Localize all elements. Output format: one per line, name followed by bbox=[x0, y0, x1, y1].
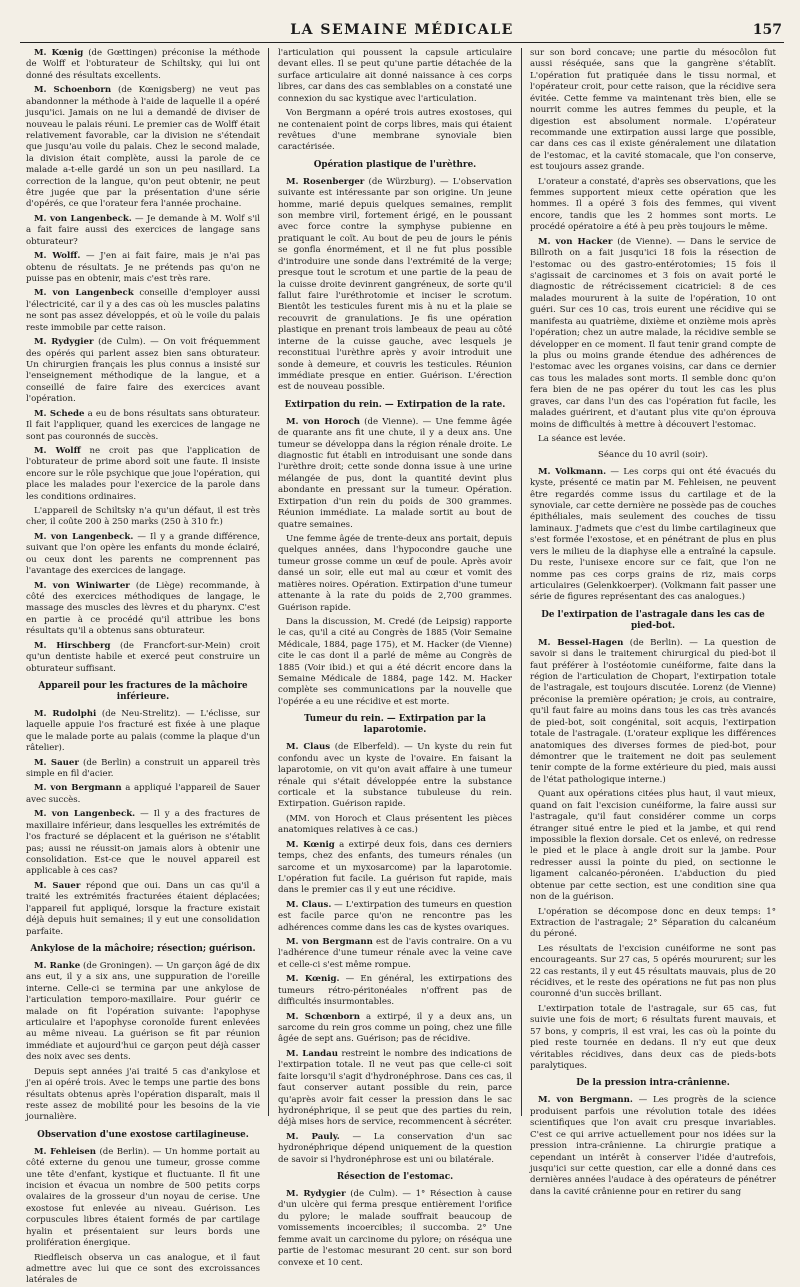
paragraph-text: (de Elberfeld). — Un kyste du rein fut confondu avec un kyste de l'ovaire. En faisant la laparotomie, on vit qu'on avait affaire à une tumeur rénale qui s'était développée entre la substance corticale et la substance tubuleuse du rein. Extirpation. Guérison rapide. bbox=[278, 742, 513, 810]
speaker-name: M. Schœnborn bbox=[286, 1011, 361, 1022]
paragraph bbox=[26, 409, 260, 443]
paragraph-text: L'extirpation totale de l'astragale, sur 65 cas, fut suivie une fois de mort; 6 résultats furent mauvais, et 57 bons, y compris, il est vrai, les cas où la pointe du pied reste tournée en dedans. Il n'y eut que deux véritables récidives, dans deux cas de pieds-bots paralytiques. bbox=[530, 1003, 776, 1071]
speaker-name: M. Landau bbox=[286, 1048, 338, 1059]
paragraph-text: restreint le nombre des indications de l'extirpation totale. Il ne veut pas que celle-ci soit faite lorsqu'il s'agit d'hydronéphrose. Dans ces cas, il faut conserver autant possible du rein, parce qu'après avoir fait cesser la pression dans le sac hydronéphrique, il se peut que des parties du rein, déjà mises hors de service, recommencent à sécréter. bbox=[278, 1048, 512, 1128]
paragraph-text: — Il y a des fractures de maxillaire inférieur, dans lesquelles les extrémités de l'os fracturé se déplacent et la guérison ne s'établit pas; aussi ne réussit-on jamais alors à obtenir une consolidation. Est-ce que le nouvel appareil est applicable à ces cas? bbox=[26, 809, 260, 877]
text-columns bbox=[20, 48, 784, 1286]
paragraph bbox=[26, 961, 260, 1064]
paragraph bbox=[26, 337, 260, 406]
paragraph bbox=[26, 1147, 260, 1250]
speaker-name: M. von Langenbeck. bbox=[34, 531, 134, 542]
paragraph-text: (de Culm). — 1° Résection à cause d'un ulcère qui ferma presque entièrement l'orifice du pylore; le malade souffrait beaucoup de vomissements incoercibles; il succomba. 2° Une femme avait un carcinome du pylore; on réséqua une partie de l'estomac mesurant 20 cent. sur son bord convexe et 10 cent. bbox=[278, 1189, 512, 1268]
section-heading: Résection de l'estomac. bbox=[336, 1172, 454, 1183]
paragraph bbox=[530, 177, 776, 234]
speaker-name: M. Pauly. bbox=[286, 1131, 340, 1142]
section-heading: Opération plastique de l'urèthre. bbox=[313, 159, 477, 170]
paragraph bbox=[278, 840, 512, 897]
speaker-name: M. Rudolphi bbox=[34, 708, 97, 719]
page-header bbox=[20, 22, 784, 43]
speaker-name: M. Kœnig. bbox=[286, 974, 340, 985]
speaker-name: M. von Bergmann. bbox=[538, 1095, 633, 1106]
paragraph-text: (de Groningen). — Un garçon âgé de dix ans eut, il y a six ans, une suppuration de l'oreille interne. Celle-ci se termina par une ankylose de l'articulation temporo-maxillaire. Pour guérir ce malade on fit l'opération suivante: l'apophyse articulaire et l'apophyse coronoïde furent enlevées au même niveau. La guérison se fit par réunion immédiate et aujourd'hui ce garçon peut déjà casser des noix avec ses dents. bbox=[26, 960, 260, 1063]
paragraph-text: Les résultats de l'excision cunéiforme ne sont pas encourageants. Sur 27 cas, 5 opérés moururent; sur les 22 cas restants, il y eut 45 résultats mauvais, plus de 20 récidives, et le reste des opérations ne fut pas non plus couronné d'un succès brillant. bbox=[530, 943, 776, 1000]
paragraph-text: sur son bord concave; une partie du mésocôlon fut aussi réséquée, sans que la gangrène s'établît. L'opération fut pratiquée dans le tissu normal, et l'opérateur croit, pour cette raison, que la récidive sera évitée. Cette femme va maintenant très bien, elle se nourrit comme les autres femmes du peuple, et la digestion est absolument normale. L'opérateur recommande une extirpation aussi large que possible, car dans ces cas il existe généralement une dilatation de l'estomac, et la cavité stomacale, que l'on conserve, est toujours assez grande. bbox=[530, 48, 776, 173]
paragraph bbox=[530, 434, 776, 445]
paragraph bbox=[26, 288, 260, 334]
paragraph bbox=[278, 742, 512, 811]
column-3 bbox=[530, 48, 776, 1197]
paragraph bbox=[530, 1095, 776, 1198]
speaker-name: M. Schoenborn bbox=[34, 85, 112, 96]
paragraph bbox=[26, 758, 260, 781]
paragraph-text: a appliqué l'appareil de Sauer avec succès. bbox=[26, 783, 260, 805]
paragraph bbox=[26, 1067, 260, 1124]
paragraph-text: Une femme âgée de trente-deux ans portait, depuis quelques années, dans l'hypocondre gauche une tumeur grosse comme un œuf de poule. Après avoir dansé un soir, elle eut mal au cœur et vomit des matières noires. Opération. Extirpation d'une tumeur attenante à la rate du poids de 2,700 grammes. Guérison rapide. bbox=[278, 534, 512, 613]
paragraph-text: (MM. von Horoch et Claus présentent les pièces anatomiques relatives à ce cas.) bbox=[278, 813, 512, 836]
paragraph bbox=[278, 900, 512, 934]
paragraph-text: L'orateur a constaté, d'après ses observations, que les femmes supportent mieux cette opération que les hommes. Il a opéré 3 fois des femmes, qui vivent encore, tandis que les 2 hommes sont morts. Le procédé opératoire a été à peu près toujours le même. bbox=[530, 176, 776, 233]
paragraph bbox=[26, 48, 260, 82]
speaker-name: M. von Langenbeck. bbox=[34, 213, 132, 224]
paragraph-text: — L'extirpation des tumeurs en question est facile parce qu'on ne rencontre pas les adhérences comme dans les cas de kystes ovariques. bbox=[278, 899, 513, 933]
paragraph bbox=[26, 1253, 260, 1287]
speaker-name: M. Rydygier bbox=[34, 337, 94, 348]
speaker-name: M. Sauer bbox=[34, 880, 81, 891]
paragraph bbox=[278, 937, 512, 971]
paragraph-text: (de Neu-Strelitz). — L'éclisse, sur laquelle appuie l'os fracturé est fixée à une plaque que le malade porte au palais (comme la plaque d'un râtelier). bbox=[26, 708, 260, 754]
paragraph-text: (de Vienne). — Dans le service de Billroth on a fait jusqu'ici 18 fois la résection de l'estomac ou des gastro-entérotomies; 15 fois il s'agissait de carcinomes et 3 fois on avait porté le diagnostic de rétrécissement cicatriciel: 8 de ces malades moururent à la suite de l'opération, 10 ont guéri. Sur ces 10 cas, trois eurent une récidive qui se manifesta au quatrième, dixième et onzième mois après l'opération; chez un autre malade, la récidive semble se développer en ce moment. Il faut tenir grand compte de la plus ou moins grande étendue des adhérences de l'estomac avec les organes voisins, car dans ce dernier cas tous les malades sont morts. Il semble donc qu'on fera bien de ne pas opérer du tout les cas les plus graves, car dans l'un des cas l'opération fut facile, les malades guérirent, et d'autant plus vite qu'on éprouva moins de difficultés à mettre à découvert l'estomac. bbox=[530, 236, 776, 430]
paragraph-text: Quant aux opérations citées plus haut, il vaut mieux, quand on fait l'excision cunéiforme, la faire aussi sur l'astragale, qu'il faut considérer comme un corps étranger situé entre le pied et la jambe, et qui rend impossible la flexion dorsale. Cet os enlevé, on redresse le pied et le place à angle droit sur la jambe. Pour redresser aussi la pointe du pied, on sectionne le ligament calcanéo-péronéen. L'abduction du pied obtenue par cette section, est une condition sine qua non de la guérison. bbox=[530, 789, 776, 903]
section-heading: De l'extirpation de l'astragale dans les cas de pied-bot. bbox=[541, 609, 765, 631]
paragraph bbox=[530, 237, 776, 431]
speaker-name: M. Bessel-Hagen bbox=[538, 637, 624, 648]
speaker-name: M. von Bergmann bbox=[286, 937, 373, 948]
speaker-name: M. Claus. bbox=[286, 899, 332, 910]
paragraph-text: ne croit pas que l'application de l'obturateur de prime abord soit une faute. Il insiste encore sur le rôle psychique que joue l'opération, qui place les malades pour l'exercice de la parole dans les conditions ordinaires. bbox=[26, 445, 260, 502]
paragraph bbox=[26, 641, 260, 675]
speaker-name: M. von Horoch bbox=[286, 416, 360, 427]
paragraph bbox=[26, 783, 260, 806]
paragraph-text: (de Liège) recommande, à côté des exercices méthodiques de langage, le massage des muscles des lèvres et du pharynx. C'est en partie à ce procédé qu'il attribue les bons résultats qu'il a obtenus sans obturateur. bbox=[26, 580, 260, 637]
paragraph-text: (de Francfort-sur-Mein) croit qu'un dentiste habile et exercé peut construire un obturateur suffisant. bbox=[26, 640, 260, 674]
speaker-name: M. Claus bbox=[286, 742, 331, 753]
paragraph-text: répond que oui. Dans un cas qu'il a traité les extrémités fracturées étaient déplacées; l'appareil fut appliqué, lorsque la fracture existait déjà depuis huit semaines; il y eut une consolidation parfaite. bbox=[26, 880, 260, 937]
paragraph bbox=[530, 789, 776, 903]
speaker-name: M. von Langenbeck. bbox=[34, 809, 136, 820]
page-number: 157 bbox=[752, 22, 782, 38]
speaker-name: M. Wolff bbox=[34, 445, 81, 456]
paragraph bbox=[278, 417, 512, 531]
paragraph bbox=[278, 48, 512, 105]
speaker-name: M. Ranke bbox=[34, 960, 81, 971]
paragraph-text: est de l'avis contraire. On a vu l'adhérence d'une tumeur rénale avec la veine cave et celle-ci s'est même rompue. bbox=[278, 937, 512, 970]
speaker-name: M. Hirschberg bbox=[34, 640, 111, 651]
paragraph bbox=[278, 1132, 512, 1166]
paragraph-text: (de Vienne). — Une femme âgée de quarante ans fit une chute, il y a deux ans. Une tumeur se développa dans la région rénale droite. Le diagnostic fut établi en introduisant une sonde dans l'urèthre droit; cette sonde donna issue à une urine mélangée de pus, dont la quantité devint plus abondante en pressant sur la tumeur. Opération. Extirpation d'un rein du poids de 300 grammes. Réunion immédiate. La malade sortit au bout de quatre semaines. bbox=[278, 416, 512, 530]
paragraph bbox=[278, 1012, 512, 1046]
paragraph bbox=[26, 809, 260, 878]
paragraph-text: a eu de bons résultats sans obturateur. Il fait l'appliquer, quand les exercices de langage ne sont pas couronnés de succès. bbox=[26, 408, 260, 442]
paragraph bbox=[530, 467, 776, 604]
paragraph-text: — En général, les extirpations des tumeurs rétro-péritonéales n'offrent pas de difficultés insurmontables. bbox=[278, 974, 512, 1008]
paragraph-text: (de Berlin). — Un homme portait au côté externe du genou une tumeur, grosse comme une tête d'enfant, kystique et fluctuante. Il fit une incision et évacua un nombre de 500 petits corps ovalaires de la grosseur d'un noyau de cerise. Une exostose fut enlevée au niveau. Guérison. Les corpuscules libres étaient formés de par cartilage hyalin et présentaient sur leurs bords une prolifération énergique. bbox=[26, 1146, 260, 1249]
paragraph-text: Riedfleisch observa un cas analogue, et il faut admettre avec lui que ce sont des excroissances latérales de bbox=[26, 1252, 260, 1286]
speaker-name: M. Kœnig bbox=[286, 839, 335, 850]
paragraph-text: (de Culm). — On voit fréquemment des opérés qui parlent assez bien sans obturateur. Un chirurgien français les plus connus a insisté sur l'enseignement méthodique de la langue, et a conseillé de faire faire des exercices avant l'opération. bbox=[26, 337, 260, 405]
paragraph bbox=[530, 907, 776, 941]
speaker-name: M. von Hacker bbox=[538, 236, 613, 247]
paragraph bbox=[278, 1049, 512, 1129]
session-heading: Séance du 10 avril (soir). bbox=[598, 450, 708, 461]
paragraph-text: l'articulation qui poussent la capsule articulaire devant elles. Il se peut qu'une partie détachée de la surface articulaire ait donné naissance à ces corps libres, car dans des cas semblables on a constaté une connexion du sac kystique avec l'articulation. bbox=[278, 48, 512, 104]
paragraph bbox=[278, 108, 512, 154]
paragraph-text: — Il y a grande différence, suivant que l'on opère les enfants du monde éclairé, ou ceux dont les parents ne comprennent pas l'avantage des exercices de langage. bbox=[26, 531, 261, 577]
column-divider bbox=[521, 48, 522, 1116]
paragraph bbox=[278, 974, 512, 1008]
paragraph-text: (de Berlin). — La question de savoir si dans le traitement chirurgical du pied-bot il faut préférer à l'ostéotomie cunéiforme, faite dans la région de l'articulation de Chopart, l'extirpation totale de l'astragale, est toujours discutée. Lorenz (de Vienne) préconise la première opération; je crois, au contraire, qu'il faut faire au moins dans tous les cas très avancés de pied-bot, soit congénital, soit acquis, l'extirpation totale de l'astragale. (L'orateur explique les différences anatomiques des diverses formes de pied-bot, pour démontrer que le traitement ne doit pas seulement tenir compte de la forme extérieure du pied, mais aussi de l'état pathologique interne.) bbox=[530, 637, 776, 785]
paragraph bbox=[26, 85, 260, 211]
paragraph-text: (de Berlin) a construit un appareil très simple en fil d'acier. bbox=[26, 757, 260, 780]
paragraph bbox=[278, 1189, 512, 1269]
paragraph-text: Depuis sept années j'ai traité 5 cas d'ankylose et j'en ai opéré trois. Avec le temps une partie des bons résultats obtenus après l'opération disparaît, mais il reste assez de mobilité pour les besoins de la vie journalière. bbox=[26, 1066, 260, 1123]
speaker-name: M. Fehleisen bbox=[34, 1146, 97, 1157]
paragraph bbox=[26, 709, 260, 755]
paragraph-text: — Les progrès de la science produisent parfois une révolution totale des idées scientifiques que l'on avait cru presque invariables. C'est ce qui arrive actuellement pour nos idées sur la pression intra-crânienne. La chirurgie pratique a cependant un intérêt à conserver l'idée d'autrefois, jusqu'ici sur cette question, car elle a donné dans ces dernières années l'audace à des opérateurs de pénétrer dans la cavité crânienne pour en retirer du sang bbox=[530, 1095, 776, 1197]
paragraph-text: Von Bergmann a opéré trois autres exostoses, qui ne contenaient point de corps libres, mais qui étaient revêtues d'une membrane synoviale bien caractérisée. bbox=[278, 108, 512, 153]
paragraph-text: a extirpé, il y a deux ans, un sarcome du rein gros comme un poing, chez une fille âgée de sept ans. Guérison; pas de récidive. bbox=[278, 1011, 513, 1045]
speaker-name: M. Kœnig bbox=[34, 48, 84, 58]
paragraph bbox=[530, 48, 776, 174]
paragraph-text: (de Kœnigsberg) ne veut pas abandonner la méthode à l'aide de laquelle il a opéré jusqu'ici. Jamais on ne lui a demandé de diviser de nouveau le palais réuni. Le premier cas de Wolff était relativement favorable, car la division ne s'étendait que jusqu'au voile du palais. Chez le second malade, la division était complète, aussi la parole de ce malade a-t-elle gardé un son un peu nasillard. La correction de la langue, qu'on peut obtenir, ne peut être jugée que par la présentation d'une série d'opérés, ce que l'orateur fera l'année prochaine. bbox=[26, 85, 260, 210]
journal-page bbox=[20, 22, 784, 1286]
paragraph bbox=[26, 881, 260, 938]
paragraph bbox=[26, 581, 260, 638]
column-1 bbox=[26, 48, 261, 1286]
paragraph-text: L'appareil de Schiltsky n'a qu'un défaut, il est très cher, il coûte 200 à 250 marks (250 à 310 fr.) bbox=[26, 506, 260, 528]
section-heading: Ankylose de la mâchoire; résection; guérison. bbox=[30, 943, 256, 954]
paragraph bbox=[26, 251, 260, 285]
paragraph-text: (de Gœttingen) préconise la méthode de Wolff et l'obturateur de Schiltsky, qui lui ont donné des résultats excellents. bbox=[26, 48, 261, 81]
section-heading: Tumeur du rein. — Extirpation par la laparotomie. bbox=[304, 714, 486, 736]
paragraph bbox=[278, 534, 512, 614]
section-heading: De la pression intra-crânienne. bbox=[576, 1078, 730, 1089]
paragraph-text: — Je demande à M. Wolf s'il a fait faire aussi des exercices de langage sans obturateur? bbox=[26, 213, 260, 247]
speaker-name: M. Rosenberger bbox=[286, 176, 365, 187]
paragraph-text: — J'en ai fait faire, mais je n'ai pas obtenu de résultats. Je ne prétends pas qu'on ne puisse pas en obtenir, mais c'est très rare. bbox=[26, 251, 260, 285]
paragraph bbox=[278, 617, 512, 708]
paragraph bbox=[26, 446, 260, 503]
paragraph-text: a extirpé deux fois, dans ces derniers temps, chez des enfants, des tumeurs rénales (un sarcome et un myxosarcome) par la laparotomie. L'opération fut facile. La guérison fut rapide, mais dans le premier cas il y eut une récidive. bbox=[278, 839, 512, 896]
paragraph-text: (de Würzburg). — L'observation suivante est intéressante par son origine. Un jeune homme, marié depuis quelques semaines, remplit son membre viril, fortement érigé, en le poussant avec force contre la symphyse pubienne en pratiquant le coït. Au bout de peu de jours le pénis se gonfla énormément, et il ne fut plus possible d'introduire une sonde dans l'extrémité de la verge; presque tout le scrotum et une partie de la peau de la cuisse droite devinrent gangréneux, de sorte qu'il fallut faire l'uréthrotomie et inciser le scrotum. Bientôt les testicules furent mis à nu et la plaie se recouvrit de granulations. Je fis une opération plastique en prenant trois lambeaux de peau au côté interne de la cuisse gauche, avec lesquels je reconstituai l'urèthre après y avoir introduit une sonde à demeure, et couvris les testicules. Réunion immédiate presque en entier. Guérison. L'érection est de nouveau possible. bbox=[278, 176, 513, 393]
paragraph-text: — Les corps qui ont été évacués du kyste, présenté ce matin par M. Fehleisen, ne peuvent être regardés comme issus du cartilage et de la synoviale, car cette dernière ne possède pas de couches épithéliales, mais seulement des couches de tissu laminaux. J'admets que c'est du limbe cartilagineux que s'est formée l'exostose, et en pénétrant de plus en plus vers le milieu de la diaphyse elle a entraîné la capsule. Du reste, l'unisexe encore sur ce fait, que l'on ne nomme pas ces corps grains de riz, mais corps articulaires (Gelenkkoerper). (Volkmann fait passer une série de figures représentant des cas analogues.) bbox=[530, 466, 776, 603]
speaker-name: M. von Winiwarter bbox=[34, 580, 130, 591]
paragraph bbox=[278, 177, 512, 394]
paragraph bbox=[530, 638, 776, 786]
journal-title: LA SEMAINE MÉDICALE bbox=[290, 22, 514, 38]
paragraph-text: Dans la discussion, M. Credé (de Leipsig) rapporte le cas, qu'il a cité au Congrès de 1885 (Voir Semaine Médicale, 1884, page 175), et M. Hacker (de Vienne) cite le cas dont il a parlé de même au Congrès de 1885 (Voir ibid.) et qui a été décrit encore dans la Semaine Médicale de 1884, page 142. M. Hacker complète ses communications par la nouvelle que l'opérée a eu une récidive et est morte. bbox=[278, 616, 512, 707]
paragraph bbox=[26, 214, 260, 248]
speaker-name: M. Wolff. bbox=[34, 251, 81, 262]
section-heading: Appareil pour les fractures de la mâchoire inférieure. bbox=[38, 680, 248, 702]
speaker-name: M. von Langenbeck bbox=[34, 288, 134, 299]
paragraph bbox=[278, 814, 512, 837]
paragraph-text: La séance est levée. bbox=[538, 433, 626, 444]
paragraph-text: L'opération se décompose donc en deux temps: 1° Extraction de l'astragale; 2° Séparation du calcanéum du péroné. bbox=[530, 906, 776, 940]
speaker-name: M. Schede bbox=[34, 408, 85, 419]
section-heading: Extirpation du rein. — Extirpation de la rate. bbox=[284, 399, 506, 410]
paragraph-text: conseille d'employer aussi l'électricité, car il y a des cas où les muscles palatins ne sont pas assez développés, et où le voile du palais reste immobile par cette raison. bbox=[26, 288, 260, 333]
paragraph-text: — La conservation d'un sac hydronéphrique dépend uniquement de la question de savoir si l'hydronéphrose est uni ou bilatérale. bbox=[278, 1131, 512, 1165]
paragraph bbox=[530, 944, 776, 1001]
speaker-name: M. Sauer bbox=[34, 757, 79, 768]
section-heading: Observation d'une exostose cartilagineuse. bbox=[37, 1129, 249, 1140]
paragraph bbox=[26, 532, 260, 578]
paragraph bbox=[26, 506, 260, 529]
column-2 bbox=[278, 48, 513, 1268]
paragraph bbox=[530, 1004, 776, 1073]
speaker-name: M. Rydygier bbox=[286, 1189, 346, 1200]
speaker-name: M. Volkmann. bbox=[538, 466, 607, 477]
column-divider bbox=[268, 48, 269, 1116]
speaker-name: M. von Bergmann bbox=[34, 783, 122, 794]
